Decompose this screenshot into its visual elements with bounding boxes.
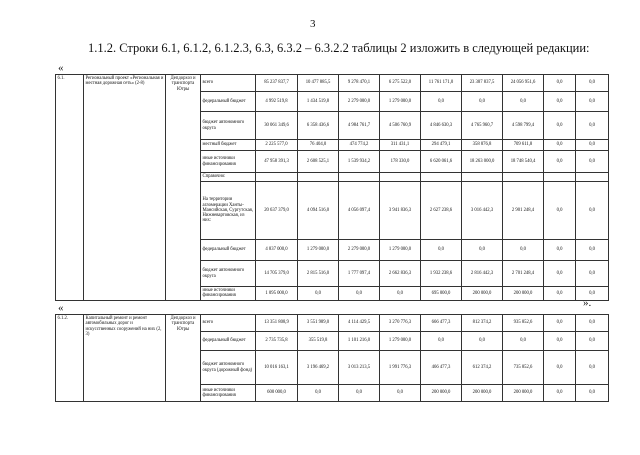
amount-cell: 4 846 630,3 (421, 112, 462, 140)
amount-cell: 0,0 (421, 332, 462, 351)
amount-cell: 0,0 (576, 92, 609, 112)
amount-cell: 709 611,8 (503, 140, 544, 151)
amount-cell (256, 173, 298, 182)
amount-cell: 0,0 (503, 240, 544, 261)
amount-cell: 1 932 238,6 (421, 261, 462, 287)
project-name: Капитальный ремонт и ремонт автомобильных дорог и искусственных сооружений на них (2, 3) (84, 315, 166, 402)
amount-cell: 200 000,0 (462, 385, 503, 402)
amount-cell: 4 992 519,8 (256, 92, 298, 112)
amount-cell: 812 374,2 (462, 315, 503, 332)
amount-cell: 200 000,0 (503, 287, 544, 301)
amount-cell: 24 056 951,6 (503, 75, 544, 92)
amount-cell: 0,0 (339, 287, 380, 301)
table-row (56, 315, 609, 332)
amount-cell: 0,0 (544, 261, 576, 287)
funding-source-label: иные источники финансирования (201, 385, 256, 402)
amount-cell: 0,0 (576, 385, 609, 402)
amount-cell (380, 173, 421, 182)
amount-cell: 1 539 934,2 (339, 151, 380, 173)
table-row-6-1-2 (55, 314, 609, 402)
amount-cell: 1 434 519,8 (298, 92, 339, 112)
amount-cell: 3 941 836,3 (380, 182, 421, 240)
funding-source-label: бюджет автономного округа (201, 261, 256, 287)
funding-source-label: федеральный бюджет (201, 240, 256, 261)
amount-cell (339, 173, 380, 182)
amount-cell: 0,0 (462, 240, 503, 261)
amount-cell: 0,0 (380, 385, 421, 402)
amount-cell: 30 061 349,6 (256, 112, 298, 140)
amount-cell: 3 270 776,3 (380, 315, 421, 332)
amount-cell: 1 279 000,0 (380, 332, 421, 351)
amount-cell: 2 279 000,0 (339, 92, 380, 112)
amount-cell: 0,0 (503, 92, 544, 112)
responsible-executor: Депдорхоз и транспорта Югры (166, 75, 201, 301)
amount-cell: 1 279 000,0 (380, 240, 421, 261)
amount-cell: 2 901 248,4 (503, 182, 544, 240)
amount-cell: 4 506 760,9 (380, 112, 421, 140)
amount-cell: 0,0 (576, 287, 609, 301)
amount-cell: 294 479,1 (421, 140, 462, 151)
amount-cell: 3 551 989,0 (298, 315, 339, 332)
amount-cell: 355 519,8 (298, 332, 339, 351)
amount-cell: 466 477,3 (421, 351, 462, 385)
amount-cell: 0,0 (544, 332, 576, 351)
amount-cell: 358 876,8 (462, 140, 503, 151)
row-code: 6.1. (56, 75, 84, 301)
amount-cell: 23 387 837,5 (462, 75, 503, 92)
amount-cell: 0,0 (544, 151, 576, 173)
amount-cell (421, 173, 462, 182)
funding-source-label: всего (201, 315, 256, 332)
funding-source-label: иные источники финансирования (201, 151, 256, 173)
amount-cell: 85 237 837,7 (256, 75, 298, 92)
amount-cell: 0,0 (576, 112, 609, 140)
amount-cell: 0,0 (544, 240, 576, 261)
amount-cell (544, 173, 576, 182)
funding-source-label: федеральный бюджет (201, 92, 256, 112)
amount-cell: 0,0 (576, 240, 609, 261)
amount-cell: 0,0 (544, 385, 576, 402)
responsible-executor: Депдорхоз и транспорта Югры (166, 315, 201, 402)
amount-cell: 2 735 735,8 (256, 332, 298, 351)
amount-cell: 2 608 525,1 (298, 151, 339, 173)
funding-source-label: всего (201, 75, 256, 92)
funding-source-label: местный бюджет (201, 140, 256, 151)
amount-cell (298, 173, 339, 182)
amount-cell: 0,0 (298, 385, 339, 402)
amount-cell: 2 225 577,0 (256, 140, 298, 151)
amount-cell (462, 173, 503, 182)
open-quote-2: « (58, 302, 64, 314)
amount-cell: 200 000,0 (421, 385, 462, 402)
funding-source-label: бюджет автономного округа (201, 112, 256, 140)
amount-cell: 0,0 (503, 332, 544, 351)
amount-cell: 0,0 (576, 140, 609, 151)
amount-cell: 0,0 (576, 351, 609, 385)
amount-cell: 4 056 097,4 (339, 182, 380, 240)
amount-cell: 4 094 516,0 (298, 182, 339, 240)
amount-cell: 1 101 216,0 (339, 332, 380, 351)
amount-cell: 10 477 885,5 (298, 75, 339, 92)
amount-cell: 1 095 000,0 (256, 287, 298, 301)
amount-cell: 9 278 470,1 (339, 75, 380, 92)
amount-cell: 178 330,0 (380, 151, 421, 173)
amount-cell: 18 263 000,0 (462, 151, 503, 173)
amount-cell: 0,0 (298, 287, 339, 301)
amount-cell: 6 620 061,6 (421, 151, 462, 173)
amount-cell: 0,0 (462, 92, 503, 112)
amount-cell: 47 958 391,3 (256, 151, 298, 173)
amount-cell: 600 000,0 (256, 385, 298, 402)
amount-cell: 4 765 960,7 (462, 112, 503, 140)
amount-cell: 474 774,2 (339, 140, 380, 151)
funding-source-label: федеральный бюджет (201, 332, 256, 351)
amount-cell: 1 279 000,0 (298, 240, 339, 261)
amount-cell: 2 627 238,6 (421, 182, 462, 240)
amount-cell: 6 358 436,6 (298, 112, 339, 140)
amount-cell: 1 279 000,0 (380, 92, 421, 112)
amendment-heading: 1.1.2. Строки 6.1, 6.1.2, 6.1.2.3, 6.3, 6.3.2 – 6.3.2.2 таблицы 2 изложить в следующей редакции: (88, 41, 590, 55)
amount-cell: 0,0 (544, 287, 576, 301)
amount-cell: 0,0 (544, 92, 576, 112)
amount-cell: 695 000,0 (421, 287, 462, 301)
amount-cell: 0,0 (462, 332, 503, 351)
amount-cell: 311 431,1 (380, 140, 421, 151)
amount-cell: 0,0 (576, 261, 609, 287)
amount-cell (576, 173, 609, 182)
amount-cell: 0,0 (576, 151, 609, 173)
project-name: Региональный проект «Региональная и местная дорожная сеть» (2-8) (84, 75, 166, 301)
page-number: 3 (310, 18, 316, 30)
close-quote: ». (583, 297, 592, 309)
amount-cell: 0,0 (544, 140, 576, 151)
amount-cell: 10 016 163,1 (256, 351, 298, 385)
amount-cell: 735 852,6 (503, 351, 544, 385)
amount-cell: 0,0 (421, 92, 462, 112)
amount-cell: 76 404,0 (298, 140, 339, 151)
amount-cell: 0,0 (576, 315, 609, 332)
amount-cell: 1 777 097,4 (339, 261, 380, 287)
amount-cell: 18 748 540,4 (503, 151, 544, 173)
amount-cell: 4 598 799,4 (503, 112, 544, 140)
amount-cell: 2 816 442,3 (462, 261, 503, 287)
funding-source-label: Справочно: (201, 173, 256, 182)
amount-cell: 666 477,3 (421, 315, 462, 332)
table-row (56, 75, 609, 92)
amount-cell: 20 637 379,0 (256, 182, 298, 240)
funding-source-label: На территории агломерации Ханты-Мансийская, Сургутская, Нижневартовская, из них: (201, 182, 256, 240)
amount-cell: 0,0 (339, 385, 380, 402)
amount-cell: 4 837 000,0 (256, 240, 298, 261)
amount-cell: 0,0 (544, 182, 576, 240)
row-code: 6.1.2. (56, 315, 84, 402)
amount-cell: 935 852,6 (503, 315, 544, 332)
amount-cell: 0,0 (544, 315, 576, 332)
amount-cell: 0,0 (544, 75, 576, 92)
amount-cell: 0,0 (576, 75, 609, 92)
amount-cell: 1 991 776,3 (380, 351, 421, 385)
amount-cell: 3 016 442,3 (462, 182, 503, 240)
amount-cell: 2 701 248,4 (503, 261, 544, 287)
amount-cell: 0,0 (544, 351, 576, 385)
funding-source-label: иные источники финансирования (201, 287, 256, 301)
open-quote-1: « (58, 62, 64, 74)
amount-cell: 11 761 171,0 (421, 75, 462, 92)
amount-cell: 0,0 (544, 112, 576, 140)
amount-cell: 6 275 522,0 (380, 75, 421, 92)
amount-cell: 612 374,2 (462, 351, 503, 385)
amount-cell: 2 815 516,0 (298, 261, 339, 287)
amount-cell: 0,0 (421, 240, 462, 261)
amount-cell: 200 000,0 (503, 385, 544, 402)
amount-cell: 4 114 429,5 (339, 315, 380, 332)
funding-source-label: бюджет автономного округа (дорожный фонд) (201, 351, 256, 385)
amount-cell: 3 196 469,2 (298, 351, 339, 385)
amount-cell: 0,0 (380, 287, 421, 301)
amount-cell (503, 173, 544, 182)
amount-cell: 4 984 761,7 (339, 112, 380, 140)
table-rows-6-1 (55, 74, 609, 301)
amount-cell: 2 662 836,3 (380, 261, 421, 287)
amount-cell: 2 279 000,0 (339, 240, 380, 261)
amount-cell: 200 000,0 (462, 287, 503, 301)
amount-cell: 13 351 808,9 (256, 315, 298, 332)
amount-cell: 3 013 213,5 (339, 351, 380, 385)
amount-cell: 14 705 379,0 (256, 261, 298, 287)
amount-cell: 0,0 (576, 182, 609, 240)
amount-cell: 0,0 (576, 332, 609, 351)
